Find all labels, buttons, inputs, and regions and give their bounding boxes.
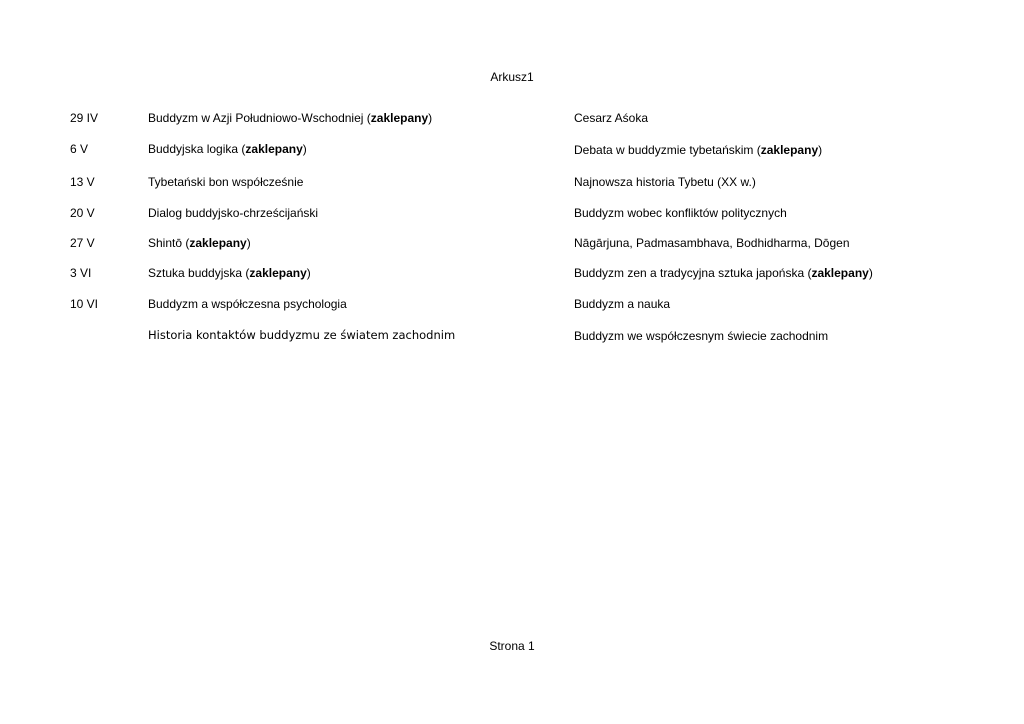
topic-suffix: )	[246, 236, 251, 250]
sheet-title: Arkusz1	[490, 70, 534, 84]
topic-text: Buddyjska logika (	[148, 142, 246, 156]
topic-b-cell	[574, 111, 648, 125]
topic-suffix: )	[868, 266, 873, 280]
topic-a-cell	[148, 206, 318, 220]
topic-text: Historia kontaktów buddyzmu ze światem zachodnim	[148, 328, 456, 342]
topic-a-cell	[148, 175, 303, 189]
topic-text: Buddyzm w Azji Południowo-Wschodniej (	[148, 111, 371, 125]
topic-text: Sztuka buddyjska (	[148, 266, 250, 280]
table-row	[0, 175, 1024, 193]
table-row	[0, 206, 1024, 224]
topic-a-cell	[148, 297, 347, 311]
topic-suffix: )	[818, 143, 823, 157]
reserved-tag: zaklepany	[245, 142, 303, 156]
topic-a-cell	[148, 142, 307, 156]
topic-text: Shintō (	[148, 236, 190, 250]
topic-text: Dialog buddyjsko-chrześcijański	[148, 206, 319, 220]
reserved-tag: zaklepany	[249, 266, 307, 280]
table-row	[0, 297, 1024, 315]
reserved-tag: zaklepany	[811, 266, 869, 280]
topic-b-cell	[574, 329, 828, 343]
table-row	[0, 142, 1024, 160]
topic-text: Nāgārjuna, Padmasambhava, Bodhidharma, Dōgen	[574, 236, 850, 250]
topic-text: Buddyzm a nauka	[574, 297, 671, 311]
date-cell: 20 V	[70, 206, 95, 220]
topic-text: Buddyzm wobec konfliktów politycznych	[574, 206, 787, 220]
topic-text: Najnowsza historia Tybetu (XX w.)	[574, 175, 756, 189]
date-cell: 13 V	[70, 175, 95, 189]
topic-suffix: )	[302, 142, 307, 156]
topic-suffix: )	[306, 266, 311, 280]
topic-b-cell	[574, 143, 822, 157]
topic-b-cell	[574, 206, 787, 220]
topic-a-cell	[148, 111, 432, 125]
topic-b-cell	[574, 236, 850, 250]
topic-text: Buddyzm zen a tradycyjna sztuka japońska (	[574, 266, 812, 280]
reserved-tag: zaklepany	[370, 111, 429, 125]
topic-b-cell	[574, 297, 670, 311]
reserved-tag: zaklepany	[760, 143, 819, 157]
date-cell: 10 VI	[70, 297, 99, 311]
topic-a-cell	[148, 328, 455, 342]
date-cell: 6 V	[70, 142, 89, 156]
date-cell: 3 VI	[70, 266, 92, 280]
topic-text: Cesarz Aśoka	[574, 111, 649, 125]
topic-suffix: )	[428, 111, 433, 125]
page-number: Strona 1	[489, 639, 535, 653]
reserved-tag: zaklepany	[189, 236, 247, 250]
table-row	[0, 236, 1024, 254]
topic-b-cell	[574, 266, 873, 280]
table-row	[0, 266, 1024, 284]
date-cell: 27 V	[70, 236, 95, 250]
date-cell: 29 IV	[70, 111, 99, 125]
topic-text: Buddyzm a współczesna psychologia	[148, 297, 347, 311]
topic-b-cell	[574, 175, 756, 189]
topic-a-cell	[148, 236, 251, 250]
topic-text: Debata w buddyzmie tybetańskim (	[574, 143, 761, 157]
topic-text: Buddyzm we współczesnym świecie zachodnim	[574, 329, 829, 343]
table-row	[0, 111, 1024, 129]
topic-text: Tybetański bon współcześnie	[148, 175, 304, 189]
topic-a-cell	[148, 266, 311, 280]
table-row	[0, 328, 1024, 346]
